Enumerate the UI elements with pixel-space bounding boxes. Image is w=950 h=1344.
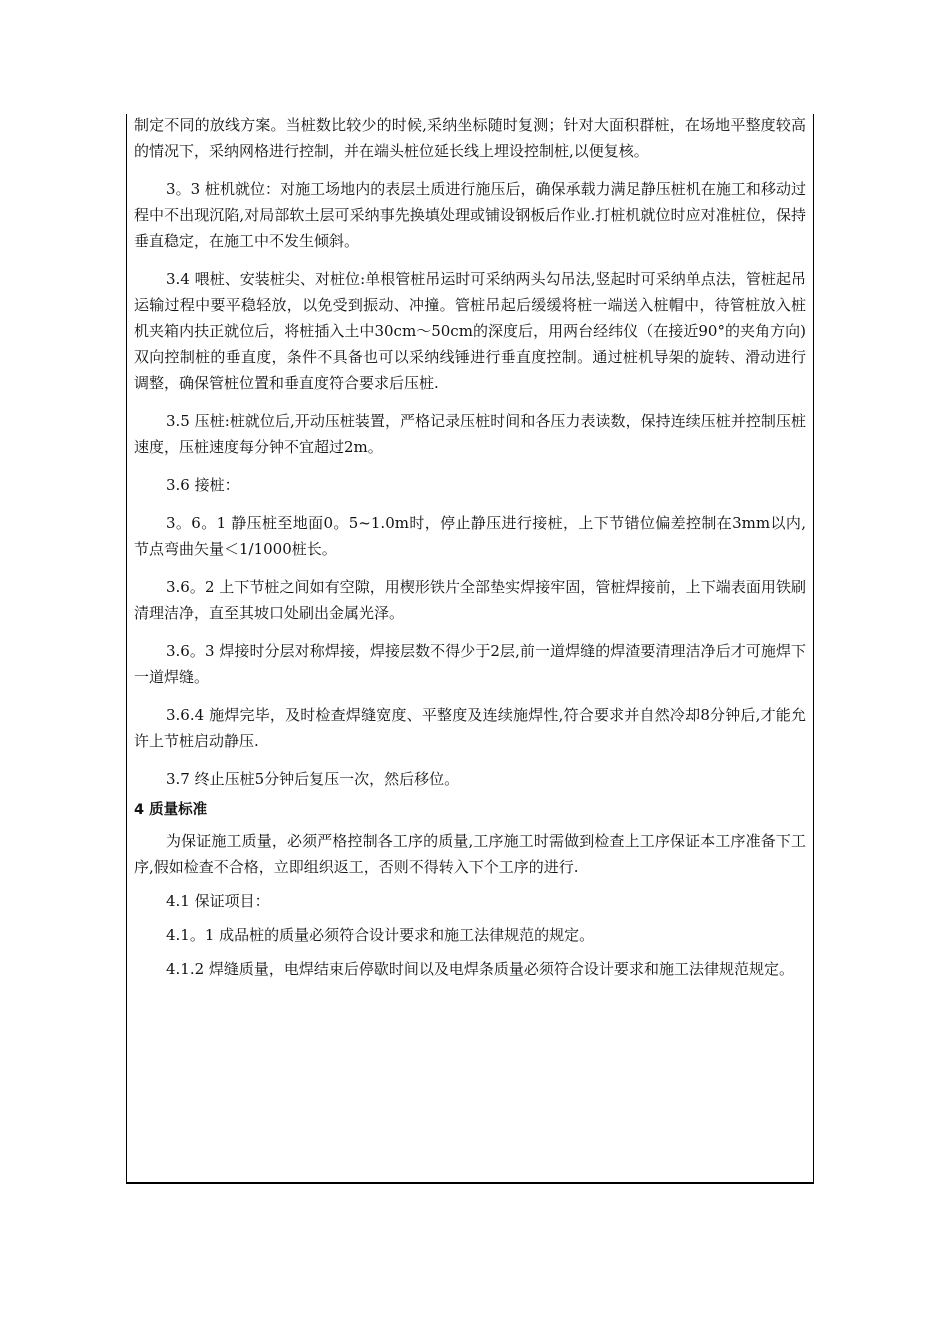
paragraph-3-6-2: 3.6。2 上下节桩之间如有空隙，用楔形铁片全部垫实焊接牢固，管桩焊接前，上下端表面用铁刷清理洁净，直至其坡口处刷出金属光泽。 [134, 578, 806, 622]
paragraph-3-6: 3.6 接桩： [166, 476, 240, 494]
document-body [134, 112, 806, 994]
paragraph-3-3: 3。3 桩机就位：对施工场地内的表层土质进行施压后，确保承载力满足静压桩机在施工和移动过程中不出现沉陷,对局部软土层可采纳事先换填处理或铺设钢板后作业.打桩机就位时应对准桩位，保持垂直稳定，在施工中不发生倾斜。 [134, 180, 806, 250]
section4-intro: 为保证施工质量，必须严格控制各工序的质量,工序施工时需做到检查上工序保证本工序准备下工序,假如检查不合格，立即组织返工，否则不得转入下个工序的进行. [134, 832, 806, 876]
section4-item-4-1: 4.1 保证项目： [166, 892, 270, 910]
section4-item-4-1-1: 4.1。1 成品桩的质量必须符合设计要求和施工法律规范的规定。 [166, 926, 595, 944]
paragraph-3-6-3: 3.6。3 焊接时分层对称焊接，焊接层数不得少于2层,前一道焊缝的焊渣要清理洁净后才可施焊下一道焊缝。 [134, 642, 806, 686]
paragraph-3-4: 3.4 喂桩、安装桩尖、对桩位:单根管桩吊运时可采纳两头勾吊法,竖起时可采纳单点法，管桩起吊运输过程中要平稳轻放，以免受到振动、冲撞。管桩吊起后缓缓将桩一端送入桩帽中，待管桩放入桩机夹箱内扶正就位后，将桩插入土中30cm～50cm的深度后，用两台经纬仪（在接近90°的夹角方向)双向控制桩的垂直度，条件不具备也可以采纳线锤进行垂直度控制。通过桩机导架的旋转、滑动进行调整，确保管桩位置和垂直度符合要求后压桩. [134, 270, 806, 392]
paragraph-continued: 制定不同的放线方案。当桩数比较少的时候,采纳坐标随时复测；针对大面积群桩，在场地平整度较高的情况下，采纳网格进行控制，并在端头桩位延长线上埋设控制桩,以便复核。 [134, 116, 806, 160]
paragraph-3-7: 3.7 终止压桩5分钟后复压一次，然后移位。 [166, 770, 460, 788]
section4-item-4-1-2: 4.1.2 焊缝质量，电焊结束后停歇时间以及电焊条质量必须符合设计要求和施工法律规范规定。 [166, 960, 794, 978]
paragraph-3-6-4: 3.6.4 施焊完毕，及时检查焊缝宽度、平整度及连续施焊性,符合要求并自然冷却8分钟后,才能允许上节桩启动静压. [134, 706, 806, 750]
paragraph-3-5: 3.5 压桩:桩就位后,开动压桩装置，严格记录压桩时间和各压力表读数，保持连续压桩并控制压桩速度，压桩速度每分钟不宜超过2m。 [134, 412, 806, 456]
section-heading-quality-standard: 4 质量标准 [134, 802, 208, 818]
paragraph-3-6-1: 3。6。1 静压桩至地面0。5~1.0m时，停止静压进行接桩，上下节错位偏差控制在3mm以内,节点弯曲矢量＜1/1000桩长。 [134, 514, 806, 558]
